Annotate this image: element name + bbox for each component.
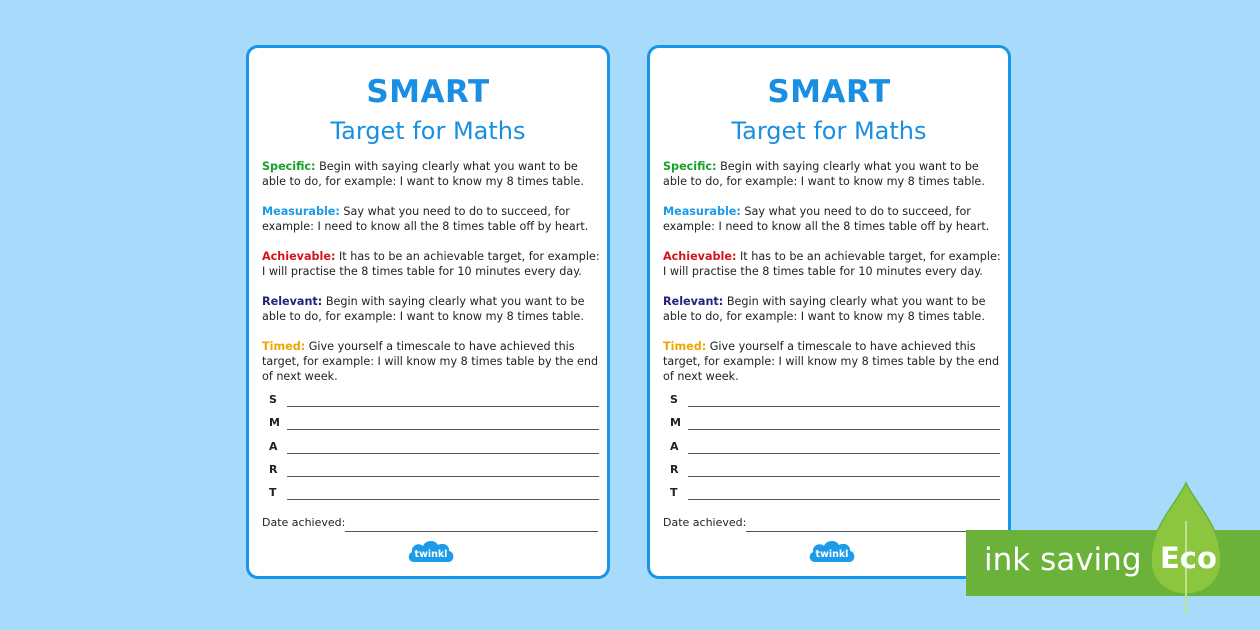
write-line[interactable]: [287, 499, 599, 500]
write-line[interactable]: [688, 406, 1000, 407]
achievable-label: Achievable:: [663, 250, 737, 263]
measurable-label: Measurable:: [663, 205, 741, 218]
measurable-paragraph: [663, 204, 1003, 234]
write-line[interactable]: [688, 429, 1000, 430]
twinkl-logo-text: twinkl: [815, 549, 849, 560]
specific-paragraph: [262, 159, 602, 189]
date-line[interactable]: [746, 531, 999, 532]
target-row-r[interactable]: [269, 463, 599, 479]
measurable-label: Measurable:: [262, 205, 340, 218]
target-row-m[interactable]: [670, 416, 1000, 432]
row-letter: R: [670, 463, 679, 476]
achievable-text: It has to be an achievable target, for example: I will practise the 8 times table for 10 minutes every day.: [663, 250, 1001, 278]
timed-paragraph: [262, 339, 602, 384]
timed-label: Timed:: [663, 340, 707, 353]
row-letter: T: [670, 486, 678, 499]
achievable-text: It has to be an achievable target, for example: I will practise the 8 times table for 10 minutes every day.: [262, 250, 600, 278]
measurable-text: Say what you need to do to succeed, for example: I need to know all the 8 times table off by heart.: [663, 205, 990, 233]
date-achieved-label: Date achieved:: [262, 516, 346, 529]
timed-text: Give yourself a timescale to have achieved this target, for example: I will know my 8 times table by the end of next week.: [262, 340, 599, 383]
write-line[interactable]: [287, 406, 599, 407]
write-line[interactable]: [287, 429, 599, 430]
target-row-s[interactable]: [670, 393, 1000, 409]
write-line[interactable]: [688, 499, 1000, 500]
twinkl-logo: [406, 536, 456, 568]
card-title: SMART: [366, 74, 490, 110]
timed-text: Give yourself a timescale to have achieved this target, for example: I will know my 8 times table by the end of next week.: [663, 340, 1000, 383]
write-line[interactable]: [688, 476, 1000, 477]
row-letter: S: [670, 393, 678, 406]
ink-saving-text: ink saving: [984, 542, 1142, 578]
twinkl-logo-text: twinkl: [414, 549, 448, 560]
relevant-label: Relevant:: [663, 295, 724, 308]
target-card-right: [647, 45, 1011, 579]
achievable-label: Achievable:: [262, 250, 336, 263]
card-subtitle: Target for Maths: [731, 117, 927, 145]
row-letter: S: [269, 393, 277, 406]
timed-label: Timed:: [262, 340, 306, 353]
target-row-t[interactable]: [269, 486, 599, 502]
relevant-label: Relevant:: [262, 295, 323, 308]
eco-label: Eco: [1160, 541, 1217, 575]
write-line[interactable]: [688, 453, 1000, 454]
date-achieved-label: Date achieved:: [663, 516, 747, 529]
measurable-text: Say what you need to do to succeed, for example: I need to know all the 8 times table off by heart.: [262, 205, 589, 233]
relevant-paragraph: [663, 294, 1003, 324]
target-row-r[interactable]: [670, 463, 1000, 479]
timed-paragraph: [663, 339, 1003, 384]
row-letter: M: [269, 416, 280, 429]
target-row-a[interactable]: [670, 440, 1000, 456]
target-row-s[interactable]: [269, 393, 599, 409]
date-line[interactable]: [345, 531, 598, 532]
row-letter: M: [670, 416, 681, 429]
date-achieved-row[interactable]: [262, 516, 598, 532]
row-letter: A: [269, 440, 278, 453]
specific-text: Begin with saying clearly what you want to be able to do, for example: I want to know my 8 times table.: [663, 160, 985, 188]
row-letter: R: [269, 463, 278, 476]
specific-label: Specific:: [262, 160, 316, 173]
specific-text: Begin with saying clearly what you want to be able to do, for example: I want to know my 8 times table.: [262, 160, 584, 188]
measurable-paragraph: [262, 204, 602, 234]
row-letter: A: [670, 440, 679, 453]
write-line[interactable]: [287, 476, 599, 477]
card-subtitle: Target for Maths: [330, 117, 526, 145]
row-letter: T: [269, 486, 277, 499]
date-achieved-row[interactable]: [663, 516, 999, 532]
achievable-paragraph: [262, 249, 602, 279]
relevant-paragraph: [262, 294, 602, 324]
relevant-text: Begin with saying clearly what you want to be able to do, for example: I want to know my 8 times table.: [663, 295, 986, 323]
achievable-paragraph: [663, 249, 1003, 279]
target-card-left: [246, 45, 610, 579]
card-title: SMART: [767, 74, 891, 110]
target-row-m[interactable]: [269, 416, 599, 432]
relevant-text: Begin with saying clearly what you want to be able to do, for example: I want to know my 8 times table.: [262, 295, 585, 323]
target-row-a[interactable]: [269, 440, 599, 456]
write-line[interactable]: [287, 453, 599, 454]
specific-paragraph: [663, 159, 1003, 189]
specific-label: Specific:: [663, 160, 717, 173]
twinkl-logo: [807, 536, 857, 568]
target-row-t[interactable]: [670, 486, 1000, 502]
